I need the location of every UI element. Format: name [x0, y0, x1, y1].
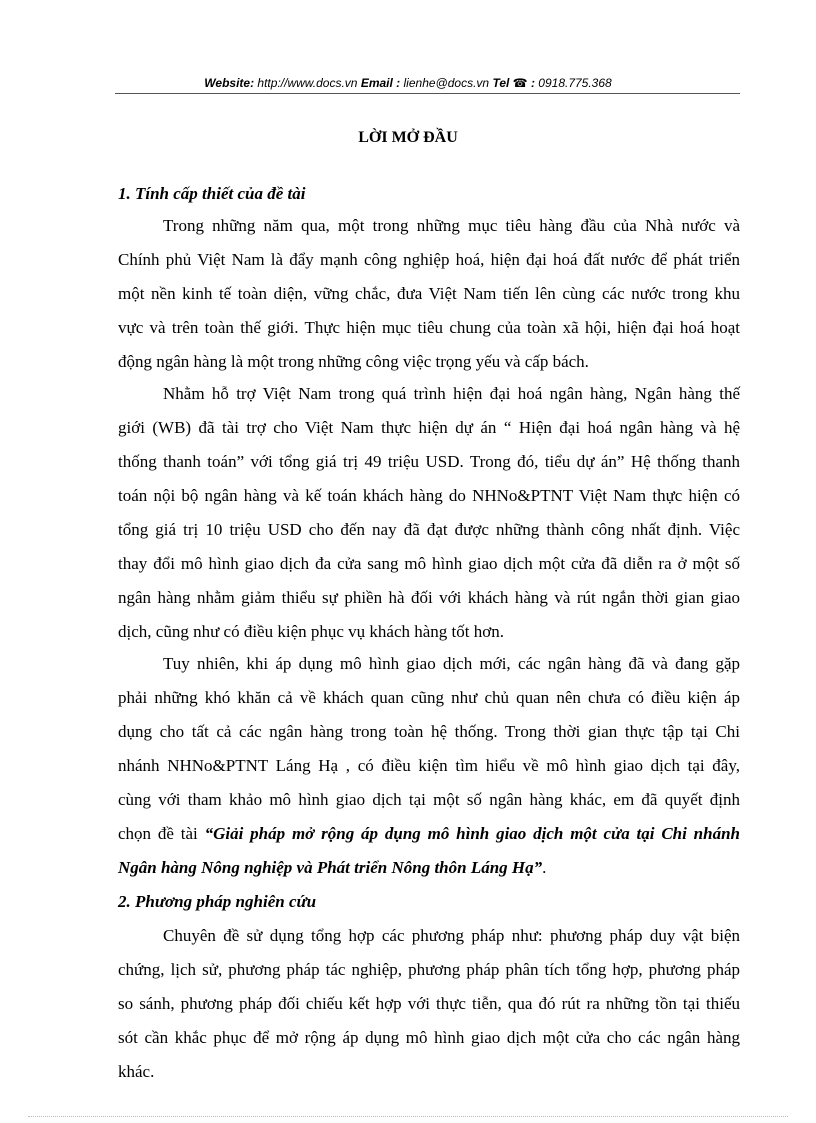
email-address[interactable]: lienhe@docs.vn: [403, 76, 490, 90]
topic-line-1: [118, 824, 740, 844]
paragraph-line: động ngân hàng là một trong những công việc trọng yếu và cấp bách.: [118, 352, 589, 371]
tel-label: Tel ☎ :: [492, 76, 535, 90]
topic-line-2: [118, 858, 546, 878]
paragraph-line: dịch, cũng như có điều kiện phục vụ khách hàng tốt hơn.: [118, 622, 504, 641]
email-label: Email :: [360, 76, 401, 90]
paragraph-line: tổng giá trị 10 triệu USD cho đến nay đã đạt được những thành công nhất định. Việc: [118, 520, 740, 539]
paragraph-line: Nhằm hỗ trợ Việt Nam trong quá trình hiện đại hoá ngân hàng, Ngân hàng thế: [163, 384, 740, 403]
page-title: LỜI MỞ ĐẦU: [358, 129, 458, 146]
footer-divider: [28, 1116, 788, 1117]
paragraph-line: toán nội bộ ngân hàng và kế toán khách hàng do NHNo&PTNT Việt Nam thực hiện có: [118, 486, 740, 505]
topic-end: .: [542, 858, 547, 877]
paragraph-line: Tuy nhiên, khi áp dụng mô hình giao dịch mới, các ngân hàng đã và đang gặp: [163, 654, 740, 673]
paragraph-line: Chuyên đề sử dụng tổng hợp các phương pháp như: phương pháp duy vật biện: [163, 926, 740, 945]
paragraph-line: thay đổi mô hình giao dịch đa cửa sang mô hình giao dịch một cửa đã diễn ra ở một số: [118, 554, 740, 573]
paragraph-line: ngân hàng nhằm giảm thiểu sự phiền hà đối với khách hàng và rút ngắn thời gian giao: [118, 588, 740, 607]
paragraph-line: thống thanh toán” với tổng giá trị 49 triệu USD. Trong đó, tiểu dự án” Hệ thống thanh: [118, 452, 740, 471]
website-url[interactable]: http://www.docs.vn: [257, 76, 358, 90]
topic-title-part-1: “Giải pháp mở rộng áp dụng mô hình giao dịch một cửa tại Chi nhánh: [204, 824, 740, 843]
section-2-heading: 2. Phương pháp nghiên cứu: [118, 892, 317, 911]
topic-title-part-2: Ngân hàng Nông nghiệp và Phát triển Nông thôn Láng Hạ”: [118, 858, 543, 877]
paragraph-line: phải những khó khăn cả về khách quan cũng như chủ quan nên chưa có điều kiện áp: [118, 688, 740, 707]
website-label: Website:: [204, 76, 255, 90]
paragraph-line: Trong những năm qua, một trong những mục tiêu hàng đầu của Nhà nước và: [163, 216, 740, 235]
paragraph-line: nhánh NHNo&PTNT Láng Hạ , có điều kiện tìm hiểu về mô hình giao dịch tại đây,: [118, 756, 740, 775]
paragraph-line: cùng với tham khảo mô hình giao dịch tại một số ngân hàng khác, em đã quyết định: [118, 790, 740, 809]
paragraph-line: vực và trên toàn thế giới. Thực hiện mục tiêu chung của toàn xã hội, hiện đại hoá hoạt: [118, 318, 740, 337]
paragraph-line: dụng cho tất cả các ngân hàng trong toàn hệ thống. Trong thời gian thực tập tại Chi: [118, 722, 740, 741]
paragraph-line: Chính phủ Việt Nam là đẩy mạnh công nghiệp hoá, hiện đại hoá đất nước để phát triển: [118, 250, 740, 269]
topic-prefix: chọn đề tài: [118, 824, 205, 843]
paragraph-line: giới (WB) đã tài trợ cho Việt Nam thực hiện dự án “ Hiện đại hoá ngân hàng và hệ: [118, 418, 740, 437]
paragraph-line: so sánh, phương pháp đối chiếu kết hợp với thực tiễn, qua đó rút ra những tồn tại thiếu: [118, 994, 740, 1013]
paragraph-line: khác.: [118, 1062, 155, 1081]
section-1-heading: 1. Tính cấp thiết của đề tài: [118, 184, 306, 203]
paragraph-line: chứng, lịch sử, phương pháp tác nghiệp, phương pháp phân tích tổng hợp, phương pháp: [118, 960, 740, 979]
page-header: [0, 76, 816, 90]
tel-number: 0918.775.368: [538, 76, 612, 90]
paragraph-line: một nền kinh tế toàn diện, vững chắc, đưa Việt Nam tiến lên cùng các nước trong khu: [118, 284, 740, 303]
paragraph-line: sót cần khắc phục để mở rộng áp dụng mô hình giao dịch một cửa cho các ngân hàng: [118, 1028, 740, 1047]
header-divider: [115, 93, 740, 94]
